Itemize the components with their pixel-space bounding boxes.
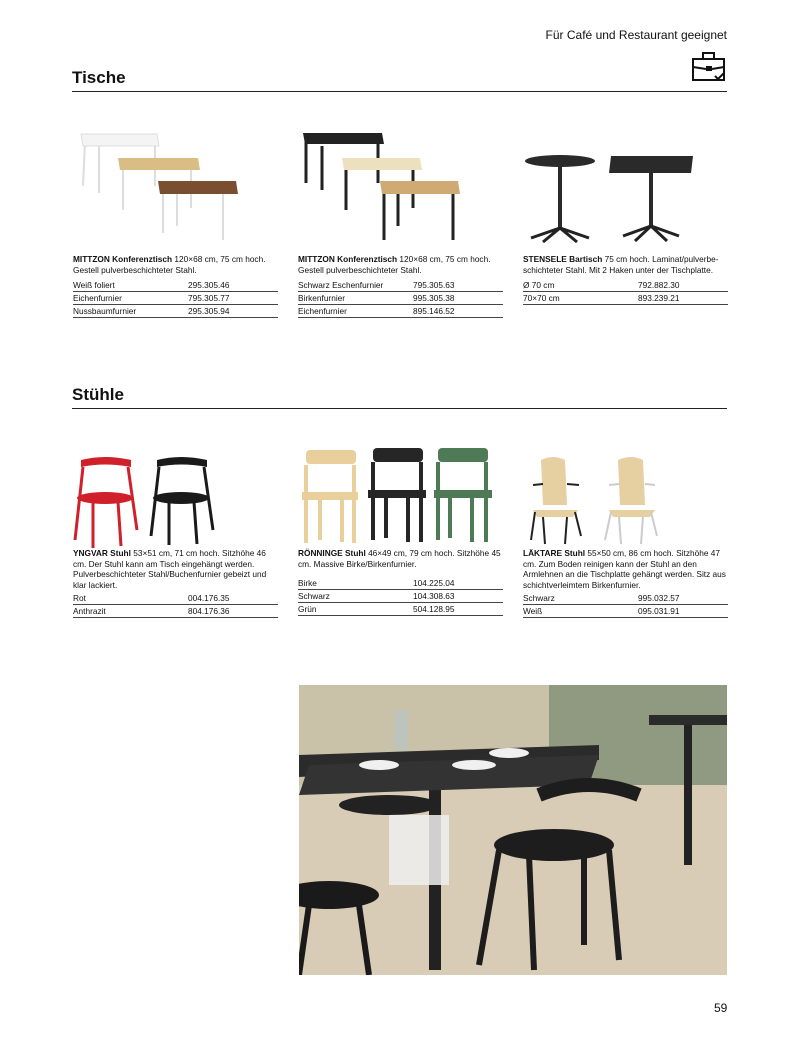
variant-row — [73, 305, 278, 318]
product-name: MITTZON Konferenztisch — [298, 254, 398, 264]
variant-label: Anthrazit — [73, 605, 106, 616]
article-number: 895.146.52 — [413, 305, 455, 316]
variant-label: Birke — [298, 577, 317, 588]
variant-label: Schwarz Eschenfurnier — [298, 279, 384, 290]
article-number: 995.305.38 — [413, 292, 455, 303]
variant-label: Eichenfurnier — [73, 292, 122, 303]
product-desc: 46×49 cm, 79 cm hoch. Sitzhöhe 45 cm. Massive Birke/Birkenfurnier. — [298, 548, 501, 569]
briefcase-check-icon — [691, 51, 727, 83]
product-desc: 120×68 cm, 75 cm hoch. Gestell pulverbeschichteter Stahl. — [73, 254, 266, 275]
yngvar-chair-image — [73, 440, 278, 560]
product-desc: 120×68 cm, 75 cm hoch. Gestell pulverbeschichteter Stahl. — [298, 254, 491, 275]
variant-row — [298, 279, 503, 292]
page-number: 59 — [714, 1001, 728, 1015]
article-number: 104.225.04 — [413, 577, 455, 588]
variant-label: Schwarz — [298, 590, 330, 601]
product-yngvar — [73, 548, 278, 618]
variant-row — [298, 305, 503, 318]
variant-row — [523, 292, 728, 305]
cafe-scene-photo — [299, 685, 727, 975]
product-name: MITTZON Konferenztisch — [73, 254, 173, 264]
variant-label: Nussbaumfurnier — [73, 305, 137, 316]
article-number: 792.882.30 — [638, 279, 680, 290]
article-number: 804.176.36 — [188, 605, 230, 616]
mittzon-table-image-1 — [73, 128, 278, 248]
article-number: 795.305.63 — [413, 279, 455, 290]
product-desc: 55×50 cm, 86 cm hoch. Sitzhöhe 47 cm. Zum Boden reinigen kann der Stuhl an den Armlehnen an die Tischplatte gehängt werden. Sitz aus schichtverleimtem Birkenfurnier. — [523, 548, 726, 590]
variant-row — [298, 590, 503, 603]
variant-label: 70×70 cm — [523, 292, 560, 303]
variant-row — [73, 605, 278, 618]
product-mittzon-1 — [73, 254, 278, 318]
article-number: 893.239.21 — [638, 292, 680, 303]
variant-row — [73, 279, 278, 292]
product-name: STENSELE Bartisch — [523, 254, 603, 264]
variant-row — [73, 592, 278, 605]
article-number: 095.031.91 — [638, 605, 680, 616]
product-mittzon-2 — [298, 254, 503, 318]
variant-label: Ø 70 cm — [523, 279, 555, 290]
variant-label: Grün — [298, 603, 317, 614]
variant-label: Rot — [73, 592, 86, 603]
variant-label: Birkenfurnier — [298, 292, 346, 303]
divider — [72, 408, 727, 409]
product-name: RÖNNINGE Stuhl — [298, 548, 366, 558]
product-stensele — [523, 254, 728, 305]
divider — [72, 91, 727, 92]
product-desc: 53×51 cm, 71 cm hoch. Sitzhöhe 46 cm. Der Stuhl kann am Tisch eingehängt werden. Pulverbeschichteter Stahl/Buchenfurnier gebeizt und klar lackiert. — [73, 548, 267, 590]
variant-label: Schwarz — [523, 592, 555, 603]
stensele-table-image — [523, 128, 728, 248]
ronninge-chair-image — [298, 440, 503, 560]
product-ronninge — [298, 548, 503, 616]
variant-row — [298, 292, 503, 305]
article-number: 795.305.77 — [188, 292, 230, 303]
variant-label: Eichenfurnier — [298, 305, 347, 316]
variant-label: Weiß — [523, 605, 543, 616]
product-name: YNGVAR Stuhl — [73, 548, 131, 558]
variant-row — [298, 603, 503, 616]
variant-label: Weiß foliert — [73, 279, 115, 290]
article-number: 104.308.63 — [413, 590, 455, 601]
product-desc: 75 cm hoch. Laminat/pulverbeschichteter Stahl. Mit 2 Haken unter der Tischplatte. — [523, 254, 719, 275]
variant-row — [523, 279, 728, 292]
category-label: Für Café und Restaurant geeignet — [545, 28, 727, 42]
article-number: 504.128.95 — [413, 603, 455, 614]
section-title-tische: Tische — [72, 68, 126, 87]
section-title-stuehle: Stühle — [72, 385, 124, 404]
variant-row — [523, 592, 728, 605]
variant-row — [298, 577, 503, 590]
variant-row — [73, 292, 278, 305]
product-name: LÄKTARE Stuhl — [523, 548, 586, 558]
mittzon-table-image-2 — [298, 128, 503, 248]
laktare-chair-image — [523, 440, 728, 560]
product-laktare — [523, 548, 728, 618]
article-number: 995.032.57 — [638, 592, 680, 603]
variant-row — [523, 605, 728, 618]
article-number: 295.305.46 — [188, 279, 230, 290]
article-number: 295.305.94 — [188, 305, 230, 316]
article-number: 004.176.35 — [188, 592, 230, 603]
